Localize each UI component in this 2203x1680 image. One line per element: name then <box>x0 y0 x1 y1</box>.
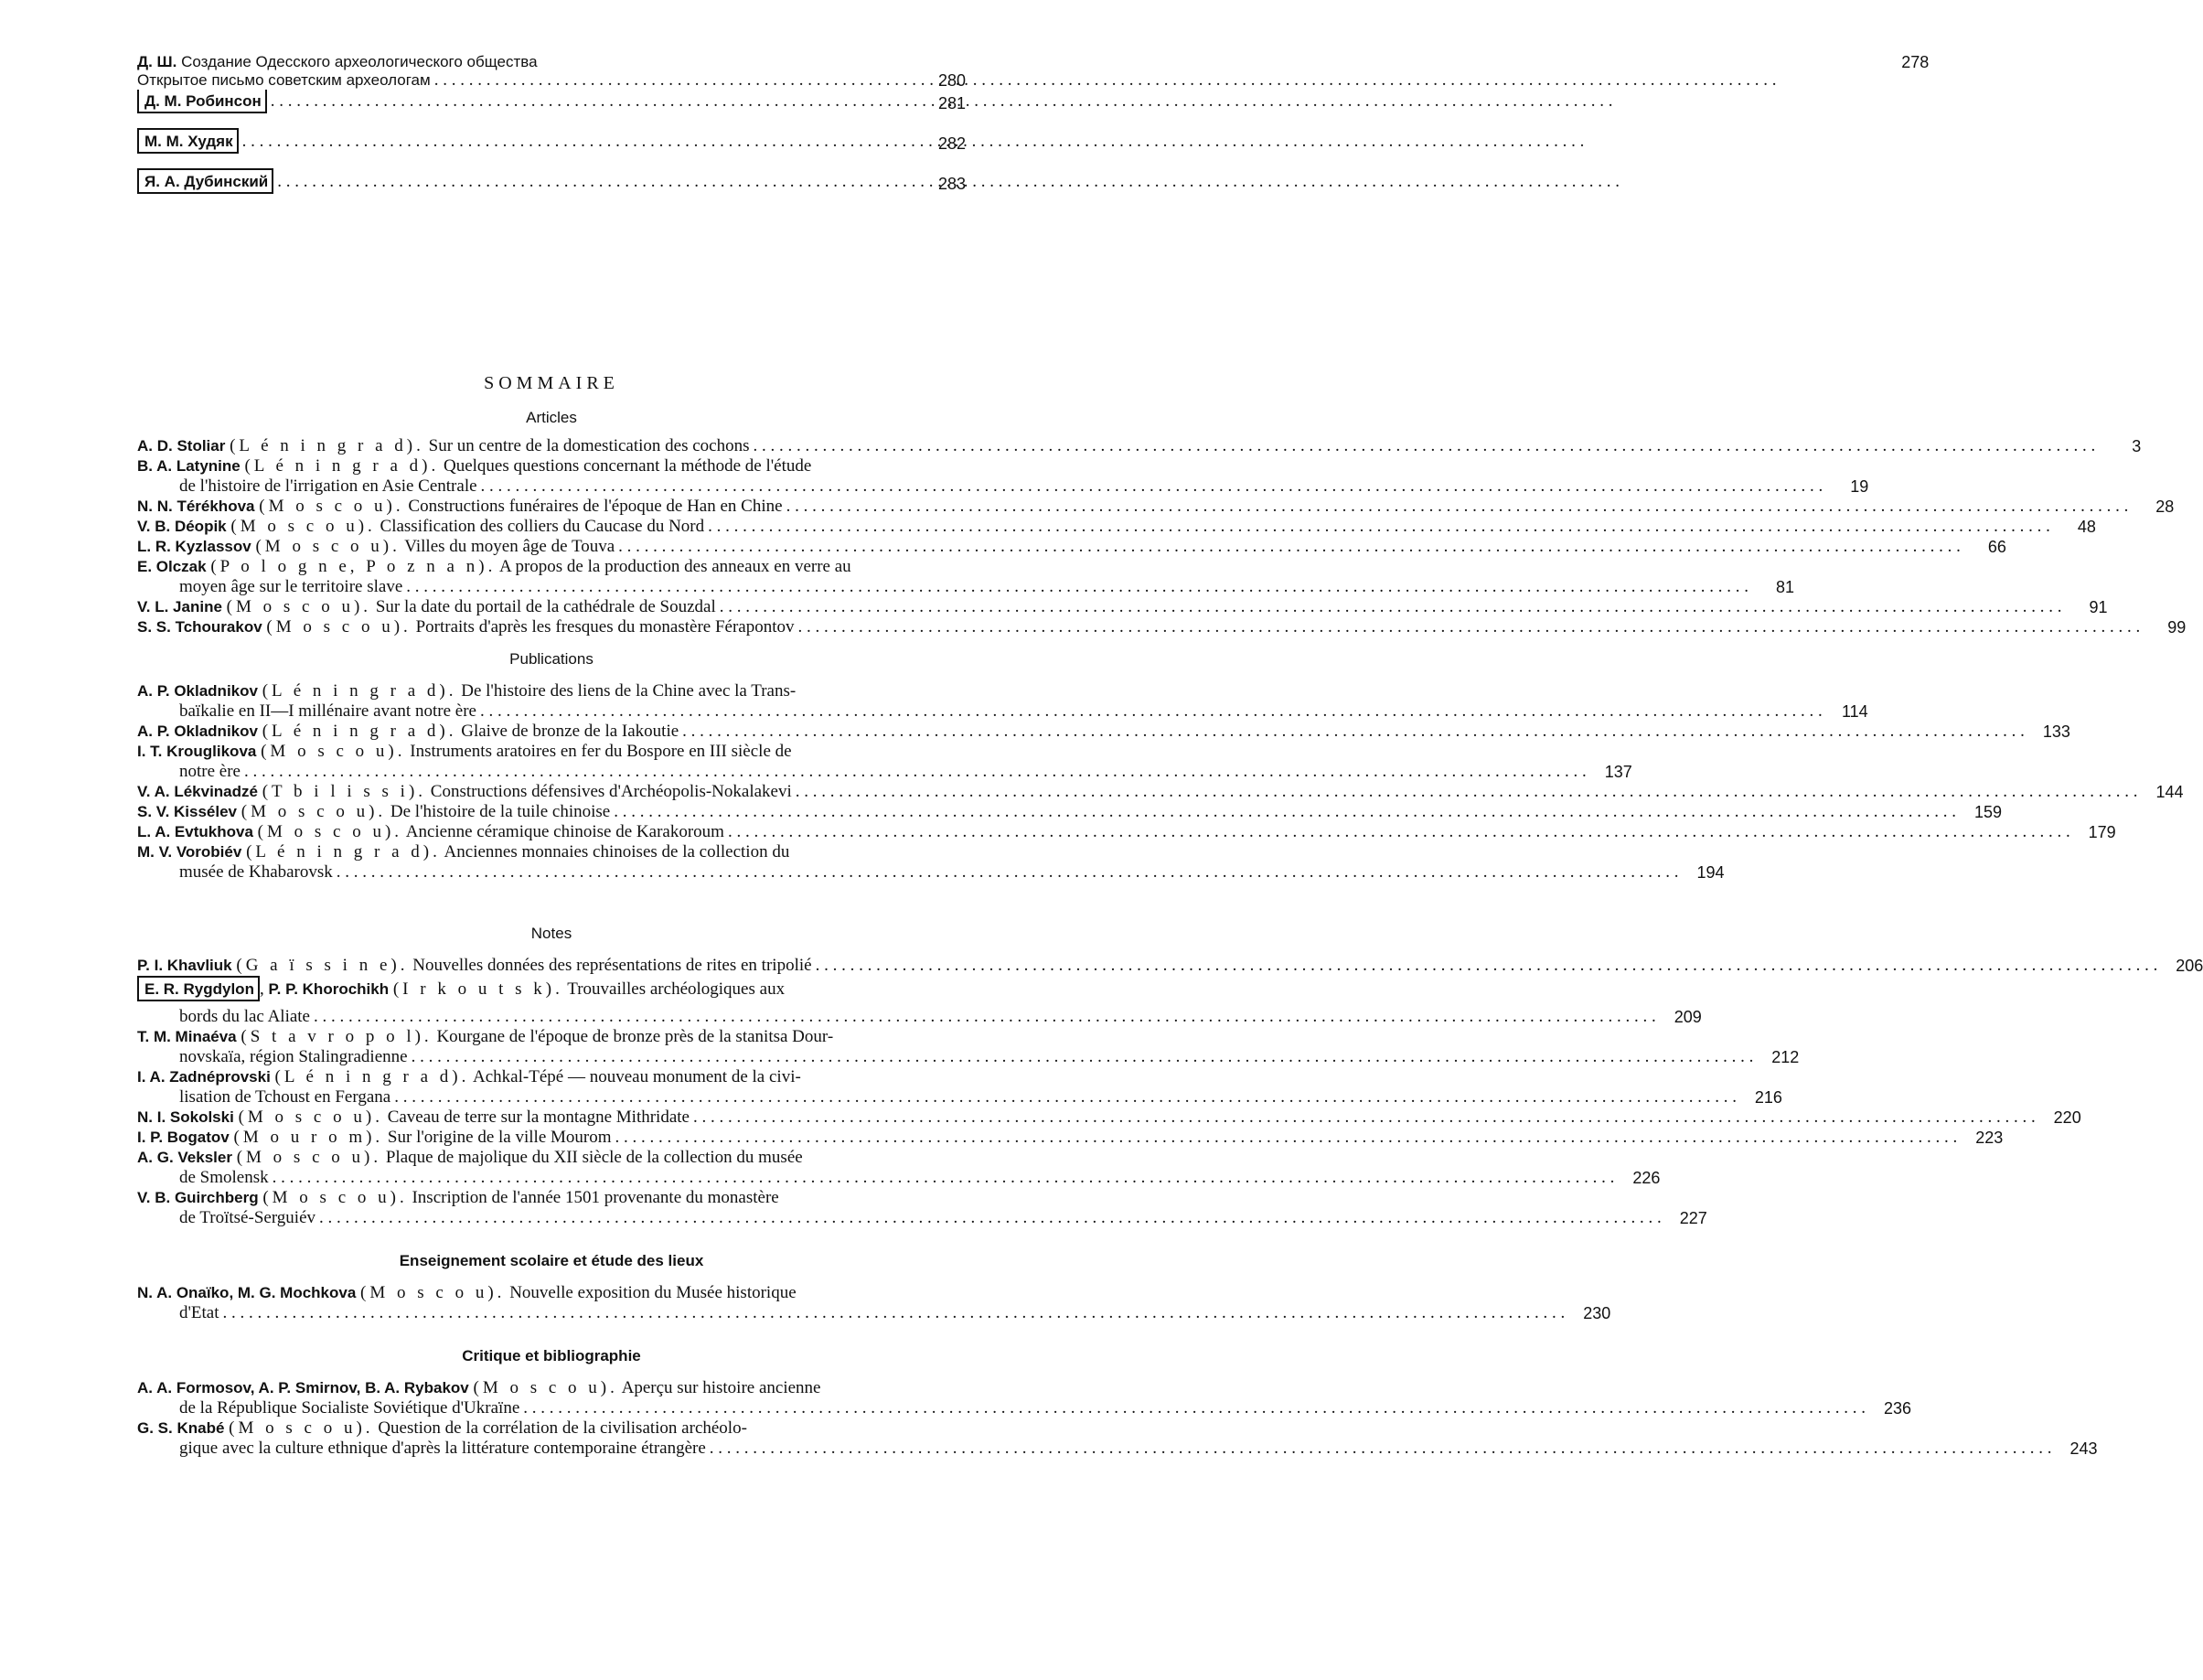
toc-line-text <box>137 822 2070 842</box>
entry-city: (T b i l i s s i). <box>262 782 427 801</box>
toc-line-text <box>137 842 920 862</box>
toc-line <box>137 1108 2081 1128</box>
toc-line-text <box>137 722 2025 742</box>
toc-line <box>137 956 2203 976</box>
toc-entry <box>137 742 1632 782</box>
entry-title: Question de la corrélation de la civilisation archéolo- <box>378 1418 747 1438</box>
section-heading-enseignement: Enseignement scolaire et étude des lieux <box>399 1252 704 1269</box>
toc-line-text <box>137 701 1823 722</box>
toc-line-text <box>137 1128 1957 1148</box>
entry-author: S. V. Kissélev <box>137 803 238 820</box>
toc-line <box>137 476 1869 497</box>
entry-page: 133 <box>2042 722 2070 741</box>
section-heading-articles: Articles <box>526 409 577 426</box>
entry-title-cont: de la République Socialiste Soviétique d'Ukraïne <box>179 1398 520 1418</box>
toc-line <box>137 681 966 701</box>
toc-line-text <box>137 1398 1866 1418</box>
toc-line <box>137 1188 966 1208</box>
toc-entry <box>137 1128 2004 1148</box>
toc-entry <box>137 1188 1707 1228</box>
leader-dots <box>679 722 2025 742</box>
entry-city: (M o u r o m). <box>233 1128 384 1147</box>
entry-title: Nouvelles données des représentations de rites en tripolié <box>412 956 812 975</box>
leader-dots <box>477 476 1823 497</box>
toc-line <box>137 976 966 1007</box>
leader-dots <box>750 436 2096 456</box>
entry-author: B. A. Latynine <box>137 457 241 475</box>
leader-dots <box>476 701 1823 722</box>
entry-title-cont: moyen âge sur le territoire slave <box>179 577 403 596</box>
entry-page: 179 <box>2088 823 2116 841</box>
entry-page: 280 <box>937 71 966 90</box>
toc-line-text <box>137 681 920 701</box>
toc-line-text <box>137 742 920 762</box>
entry-author: E. Olczak <box>137 558 207 575</box>
toc-line-text <box>137 956 2157 976</box>
leader-dots <box>241 762 1587 782</box>
entry-city: (M o s c o u). <box>266 617 412 637</box>
entry-title: Constructions funéraires de l'époque de Han en Chine <box>408 497 783 516</box>
entry-author: I. T. Krouglikova <box>137 743 257 760</box>
section-heading-publications: Publications <box>509 650 594 668</box>
entry-city: (M o s c o u). <box>261 742 406 761</box>
section-heading-critique: Critique et bibliographie <box>462 1347 641 1364</box>
leader-dots <box>269 1168 1615 1188</box>
toc-line-text <box>137 1378 920 1398</box>
toc-entry <box>137 71 966 90</box>
entry-author: G. S. Knabé <box>137 1419 225 1437</box>
entry-title: Classification des colliers du Caucase du Nord <box>380 517 705 536</box>
toc-entry <box>137 497 2175 517</box>
toc-line <box>137 1027 966 1047</box>
leader-dots <box>612 1128 1958 1148</box>
toc-line-text <box>137 1007 1656 1027</box>
toc-line <box>137 1007 1702 1027</box>
entry-city: (M o s c o u). <box>259 497 404 516</box>
entry-title: Portraits d'après les fresques du monastère Férapontov <box>415 617 795 637</box>
leader-dots <box>333 862 1679 883</box>
entry-author: V. B. Guirchberg <box>137 1189 259 1206</box>
toc-line <box>137 742 966 762</box>
toc-entry <box>137 90 966 113</box>
toc-line <box>137 577 1795 597</box>
entry-page: 216 <box>1754 1088 1782 1107</box>
toc-line-text <box>137 476 1823 497</box>
toc-entry <box>137 681 1868 722</box>
toc-line-text <box>137 537 1961 557</box>
entry-title: De l'histoire de la tuile chinoise <box>390 802 611 821</box>
entry-title: Открытое письмо советским археологам <box>137 71 431 89</box>
entry-page: 194 <box>1696 863 1725 882</box>
leader-dots <box>408 1047 1754 1067</box>
toc-entry <box>137 802 2002 822</box>
entry-page: 99 <box>2167 618 2187 637</box>
entry-title: Kourgane de l'époque de bronze près de la stanitsa Dour- <box>436 1027 834 1046</box>
toc-line-text <box>137 617 2140 637</box>
entry-author: Д. Ш. <box>137 53 177 70</box>
articles-list <box>137 436 2187 637</box>
entry-title: Sur la date du portail de la cathédrale de Souzdal <box>375 597 716 616</box>
contents-page <box>137 53 2203 1459</box>
entry-author: M. V. Vorobiév <box>137 843 242 861</box>
entry-city: (M o s c o u). <box>229 1418 374 1438</box>
entry-title: Inscription de l'année 1501 provenante du monastère <box>412 1188 779 1207</box>
entry-page: 220 <box>2053 1108 2081 1127</box>
toc-entry <box>137 1378 1912 1418</box>
entry-city: (L é n i n g r a d). <box>274 1067 470 1086</box>
entry-city: (G a ï s s i n e). <box>236 956 409 975</box>
leader-dots <box>724 822 2070 842</box>
toc-line <box>137 842 966 862</box>
entry-page: 114 <box>1842 702 1868 721</box>
entry-author: V. B. Déopik <box>137 518 227 535</box>
entry-author: V. A. Lékvinadzé <box>137 783 258 800</box>
entry-city: (M o s c o u). <box>241 802 387 821</box>
entry-title: Sur un centre de la domestication des cochons <box>428 436 750 455</box>
entry-city: (P o l o g n e, P o z n a n). <box>210 557 497 576</box>
toc-line <box>137 782 2184 802</box>
entry-title-cont: lisation de Tchoust en Fergana <box>179 1087 391 1107</box>
toc-line-text <box>137 597 2062 617</box>
toc-entry <box>137 53 1930 71</box>
entry-author: A. G. Veksler <box>137 1149 232 1166</box>
enseignement-list <box>137 1283 1611 1323</box>
toc-line <box>137 1303 1611 1323</box>
leader-dots <box>315 1208 1662 1228</box>
entry-title: Villes du moyen âge de Touva <box>404 537 615 556</box>
toc-entry <box>137 557 1795 597</box>
toc-line-text <box>137 1188 920 1208</box>
entry-title-cont: musée de Khabarovsk <box>179 862 333 882</box>
entry-city: (M o s c o u). <box>226 597 372 616</box>
entry-title-cont: d'Etat <box>179 1303 219 1322</box>
entry-title-cont: notre ère <box>179 762 241 781</box>
entry-title: Sur l'origine de la ville Mourom <box>387 1128 612 1147</box>
toc-line <box>137 517 2096 537</box>
toc-entry <box>137 128 966 154</box>
toc-line-text <box>137 1208 1662 1228</box>
entry-page: 144 <box>2155 783 2184 801</box>
toc-entry <box>137 1108 2081 1128</box>
toc-entry <box>137 842 1725 883</box>
entry-title: Aperçu sur histoire ancienne <box>621 1378 821 1397</box>
russian-contents <box>137 53 1930 194</box>
entry-city: (M o s c o u). <box>238 1108 383 1127</box>
toc-line <box>137 1378 966 1398</box>
entry-title: Instruments aratoires en fer du Bospore en III siècle de <box>410 742 792 761</box>
entry-page: 137 <box>1604 763 1632 781</box>
toc-line <box>137 1128 2004 1148</box>
entry-city: (M o s c o u). <box>257 822 403 841</box>
toc-line-text <box>137 577 1748 597</box>
toc-line <box>137 497 2175 517</box>
entry-city: (M o s c o u). <box>262 1188 408 1207</box>
entry-title: Glaive de bronze de la Iakoutie <box>461 722 679 741</box>
toc-line <box>137 1087 1782 1108</box>
entry-title: Создание Одесского археологического общества <box>181 53 538 70</box>
toc-line <box>137 456 966 476</box>
leader-dots <box>795 617 2141 637</box>
entry-city: (M o s c o u). <box>236 1148 382 1167</box>
toc-line-text <box>137 1027 920 1047</box>
entry-author: A. D. Stoliar <box>137 437 226 455</box>
entry-city: (S t a v r o p o l). <box>241 1027 433 1046</box>
section-heading-notes: Notes <box>530 925 572 942</box>
toc-entry <box>137 1027 1800 1067</box>
toc-line-text <box>137 1439 2052 1459</box>
entry-title: Constructions défensives d'Archéopolis-Nokalakevi <box>430 782 792 801</box>
entry-title: Achkal-Tépé — nouveau monument de la civi- <box>473 1067 801 1086</box>
entry-page: 281 <box>937 94 966 112</box>
toc-line-text <box>137 782 2138 802</box>
entry-author: A. P. Okladnikov <box>137 722 258 740</box>
entry-author: A. A. Formosov, A. P. Smirnov, B. A. Rybakov <box>137 1379 469 1396</box>
entry-title-cont: gique avec la culture ethnique d'après la littérature contemporaine étrangère <box>179 1439 706 1458</box>
entry-page: 48 <box>2077 518 2096 536</box>
entry-title-cont: baïkalie en II—I millénaire avant notre ère <box>179 701 476 721</box>
toc-line <box>137 1439 2098 1459</box>
toc-line <box>137 1067 966 1087</box>
entry-page: 227 <box>1679 1209 1707 1227</box>
toc-line <box>137 537 2006 557</box>
entry-author: N. A. Onaïko, M. G. Mochkova <box>137 1284 357 1301</box>
entry-title: Nouvelle exposition du Musée historique <box>509 1283 797 1302</box>
leader-dots <box>716 597 2062 617</box>
entry-author: Д. М. Робинсон <box>144 92 262 110</box>
toc-line <box>137 822 2116 842</box>
entry-page: 159 <box>1973 803 2002 821</box>
toc-entry <box>137 1148 1661 1188</box>
toc-line-text <box>137 517 2050 537</box>
toc-entry <box>137 1418 2098 1459</box>
toc-entry <box>137 456 1869 497</box>
entry-page: 243 <box>2069 1439 2098 1458</box>
toc-entry <box>137 822 2116 842</box>
toc-line <box>137 1398 1912 1418</box>
toc-line <box>137 1283 966 1303</box>
toc-entry <box>137 168 966 194</box>
toc-line-text <box>137 436 2095 456</box>
entry-city: (M o s c o u). <box>230 517 376 536</box>
toc-entry <box>137 436 2142 456</box>
entry-city: (M o s c o u). <box>473 1378 618 1397</box>
critique-list <box>137 1378 2098 1459</box>
entry-author: N. N. Térékhova <box>137 498 255 515</box>
toc-line <box>137 802 2002 822</box>
toc-line <box>137 617 2187 637</box>
entry-city: (L é n i n g r a d). <box>244 456 440 476</box>
entry-page: 230 <box>1583 1304 1611 1322</box>
toc-line-text <box>137 456 920 476</box>
toc-entry <box>137 976 1702 1027</box>
entry-page: 212 <box>1771 1048 1800 1066</box>
toc-entry <box>137 537 2006 557</box>
toc-line <box>137 557 966 577</box>
toc-entry <box>137 597 2108 617</box>
toc-line-text <box>137 1047 1753 1067</box>
toc-line-text <box>137 497 2128 517</box>
entry-page: 278 <box>1901 53 1930 71</box>
entry-title: De l'histoire des liens de la Chine avec la Trans- <box>461 681 797 701</box>
toc-line <box>137 722 2070 742</box>
leader-dots <box>219 1303 1566 1323</box>
entry-city: (M o s c o u). <box>360 1283 506 1302</box>
leader-dots <box>519 1398 1866 1418</box>
entry-author: S. S. Tchourakov <box>137 618 262 636</box>
entry-title: Anciennes monnaies chinoises de la collection du <box>444 842 790 861</box>
leader-dots <box>706 1439 2052 1459</box>
entry-page: 81 <box>1775 578 1795 596</box>
entry-title-cont: bords du lac Aliate <box>179 1007 310 1026</box>
entry-author: P. P. Khorochikh <box>268 980 390 998</box>
toc-line-text <box>137 862 1679 883</box>
entry-page: 66 <box>1987 538 2006 556</box>
toc-entry <box>137 782 2184 802</box>
entry-city: (L é n i n g r a d). <box>262 681 457 701</box>
leader-dots <box>610 802 1956 822</box>
toc-line <box>137 1208 1707 1228</box>
entry-city: (M o s c o u). <box>255 537 401 556</box>
toc-entry <box>137 1283 1611 1323</box>
toc-line <box>137 1168 1661 1188</box>
entry-page: 283 <box>937 175 966 193</box>
entry-title: Quelques questions concernant la méthode de l'étude <box>444 456 812 476</box>
entry-page: 209 <box>1674 1008 1702 1026</box>
toc-line <box>137 597 2108 617</box>
toc-line-text <box>137 1087 1737 1108</box>
leader-dots <box>402 577 1748 597</box>
sommaire-title: SOMMAIRE <box>484 373 619 393</box>
toc-entry <box>137 1067 1782 1108</box>
notes-list <box>137 956 2203 1228</box>
leader-dots <box>390 1087 1737 1108</box>
toc-line-text <box>137 1418 920 1439</box>
toc-line-text <box>137 1303 1565 1323</box>
toc-line <box>137 762 1632 782</box>
toc-entry <box>137 517 2096 537</box>
entry-page: 3 <box>2132 437 2142 455</box>
toc-line-text <box>137 557 920 577</box>
entry-author: I. P. Bogatov <box>137 1129 230 1146</box>
entry-title-cont: de Troïtsé-Serguiév <box>179 1208 316 1227</box>
entry-city: (I r k o u t s k). <box>392 979 563 999</box>
entry-page: 226 <box>1632 1169 1661 1187</box>
entry-page: 223 <box>1975 1129 2004 1147</box>
entry-city: (L é n i n g r a d). <box>246 842 441 861</box>
entry-title: Plaque de majolique du XII siècle de la collection du musée <box>385 1148 803 1167</box>
leader-dots <box>615 537 1961 557</box>
toc-line <box>137 1047 1800 1067</box>
entry-author: A. P. Okladnikov <box>137 682 258 700</box>
entry-author: I. A. Zadnéprovski <box>137 1068 271 1086</box>
entry-author: T. M. Minaéva <box>137 1028 237 1045</box>
leader-dots <box>704 517 2050 537</box>
entry-author: L. R. Kyzlassov <box>137 538 251 555</box>
toc-line-text <box>137 762 1587 782</box>
toc-line-text <box>137 802 1956 822</box>
leader-dots <box>783 497 2129 517</box>
toc-entry <box>137 617 2187 637</box>
toc-line-text <box>137 1067 920 1087</box>
entry-author-boxed: E. R. Rygdylon <box>137 976 260 1001</box>
toc-line-text <box>137 1283 920 1303</box>
entry-title: A propos de la production des anneaux en verre au <box>499 557 851 576</box>
entry-title-cont: de Smolensk <box>179 1168 269 1187</box>
entry-author: P. I. Khavliuk <box>137 957 232 974</box>
entry-author: М. М. Худяк <box>144 133 233 150</box>
toc-line-text <box>137 1168 1614 1188</box>
toc-line-text <box>137 1108 2036 1128</box>
toc-line <box>137 862 1725 883</box>
entry-city: (L é n i n g r a d). <box>230 436 424 455</box>
toc-line-text <box>137 1148 920 1168</box>
leader-dots <box>690 1108 2036 1128</box>
entry-title: Trouvailles archéologiques aux <box>567 979 786 999</box>
toc-line <box>137 436 2142 456</box>
entry-page: 91 <box>2089 598 2108 616</box>
leader-dots <box>310 1007 1656 1027</box>
toc-line <box>137 1148 966 1168</box>
entry-author: L. A. Evtukhova <box>137 823 253 840</box>
entry-author: Я. А. Дубинский <box>144 173 269 190</box>
entry-author: N. I. Sokolski <box>137 1108 234 1126</box>
toc-entry <box>137 956 2203 976</box>
toc-line <box>137 1418 966 1439</box>
entry-city: (L é n i n g r a d). <box>262 722 457 741</box>
entry-page: 28 <box>2155 498 2175 516</box>
entry-title: Caveau de terre sur la montagne Mithridate <box>387 1108 690 1127</box>
leader-dots <box>812 956 2158 976</box>
toc-line <box>137 701 1868 722</box>
entry-author: V. L. Janine <box>137 598 222 615</box>
entry-page: 19 <box>1850 477 1869 496</box>
entry-page: 236 <box>1883 1399 1912 1418</box>
entry-title-cont: novskaïa, région Stalingradienne <box>179 1047 408 1066</box>
entry-page: 206 <box>2176 957 2203 975</box>
leader-dots <box>792 782 2138 802</box>
toc-line-text: E. R. Rygdylon , P. P. Khorochikh (I r k o u t s k). Trouvailles archéologiques aux <box>137 976 920 1007</box>
entry-page: 282 <box>937 134 966 153</box>
toc-entry <box>137 722 2070 742</box>
entry-title: Ancienne céramique chinoise de Karakoroum <box>405 822 724 841</box>
entry-title-cont: de l'histoire de l'irrigation en Asie Centrale <box>179 476 477 496</box>
publications-list <box>137 681 2184 883</box>
